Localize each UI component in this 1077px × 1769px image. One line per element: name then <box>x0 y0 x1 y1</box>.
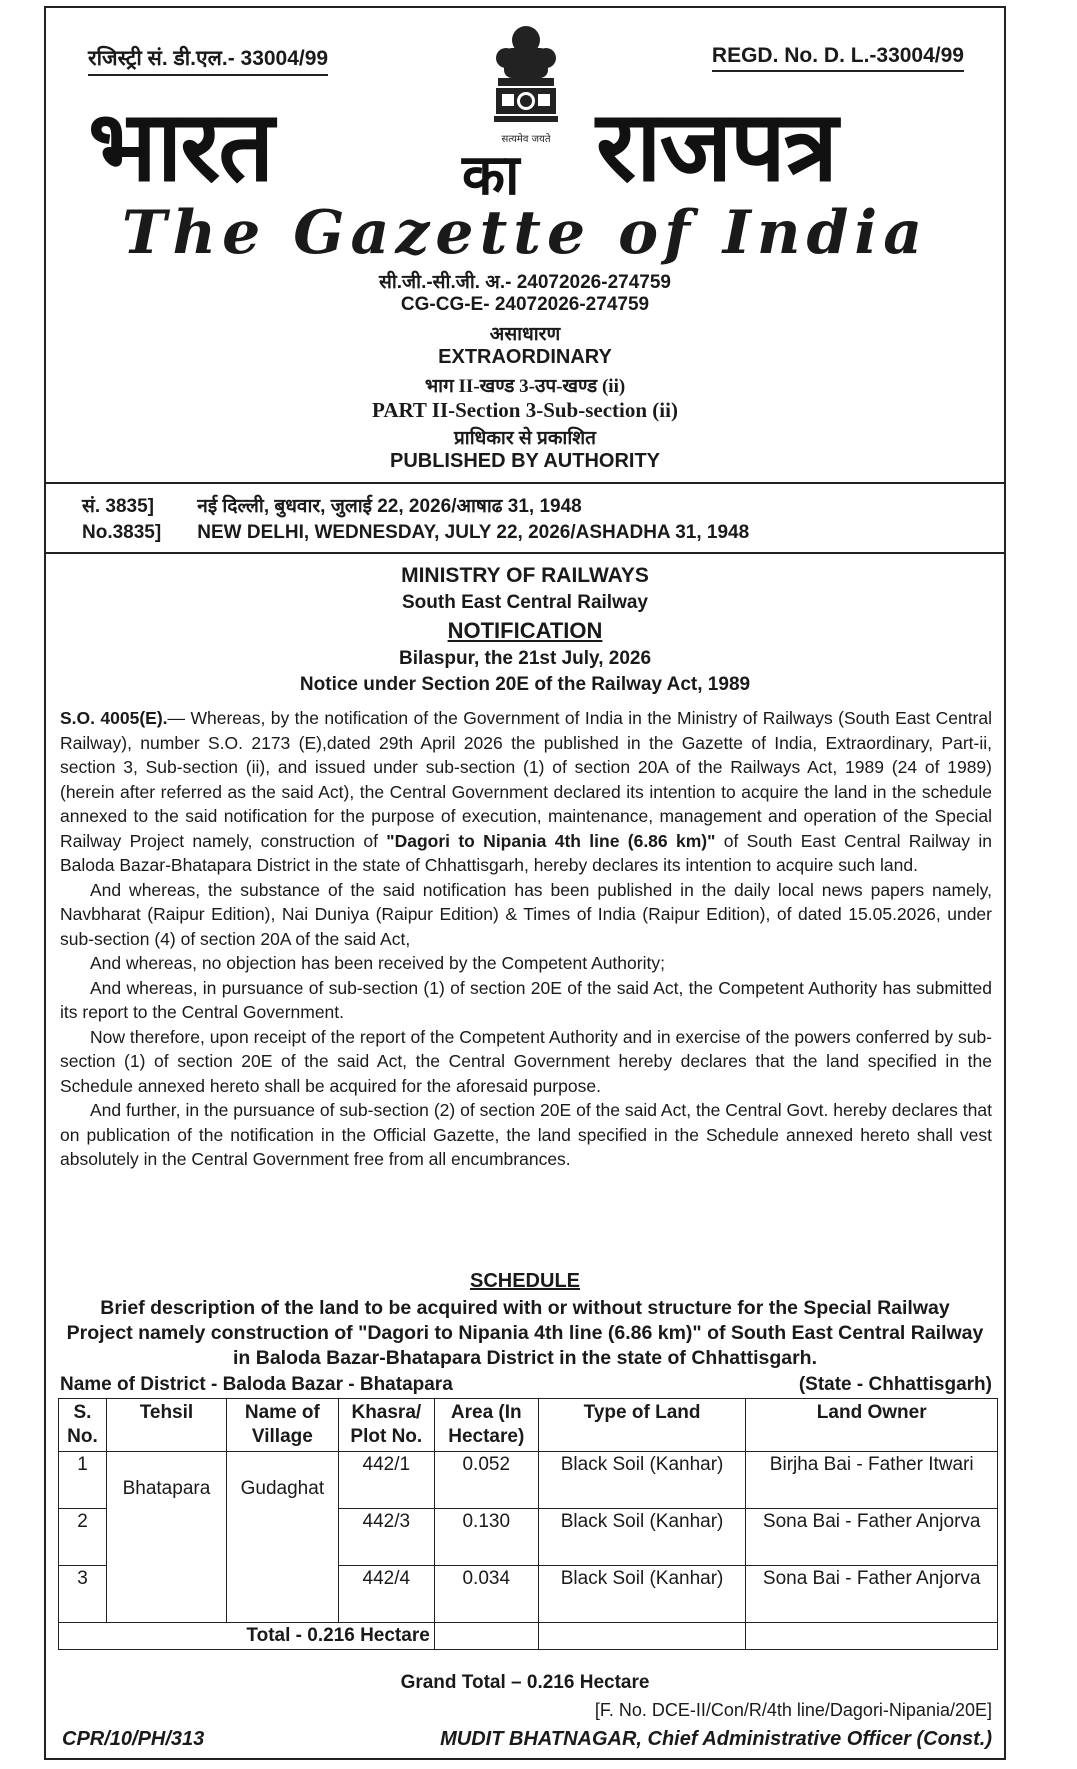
masthead-english: The Gazette of India <box>121 198 929 268</box>
file-number: [F. No. DCE-II/Con/R/4th line/Dagori-Nipania/20E] <box>594 1700 992 1720</box>
table-header-row <box>59 1399 998 1452</box>
tehsil-cell: Bhatapara <box>106 1452 226 1623</box>
total-row <box>59 1623 998 1650</box>
paragraph-2: And whereas, the substance of the said notification has been published in the daily local news papers namely, Navbharat (Raipur Edition), Nai Duniya (Raipur Edition) & Times of India (Raipur Edition), of dated 15.05.2026, under sub-section (4) of section 20A of the said Act, <box>60 879 992 949</box>
district-label: Name of District - Baloda Bazar - Bhatapara <box>60 1374 453 1395</box>
project-name: "Dagori to Nipania 4th line (6.86 km)" <box>386 830 716 851</box>
masthead-hindi-bharat: भारत <box>88 90 273 204</box>
so-number: S.O. 4005(E). <box>60 708 168 728</box>
paragraph-6: And further, in the pursuance of sub-section (2) of section 20E of the said Act, the Central Govt. hereby declares that on publication of the notification in the Official Gazette, the land specified in the Schedule annexed hereto shall vest absolutely in the Central Government free from all encumbrances. <box>60 1100 992 1169</box>
table-row: 3 442/4 0.034 Black Soil (Kanhar) Sona Bai - Father Anjorva <box>59 1566 998 1623</box>
paragraph-3: And whereas, no objection has been received by the Competent Authority; <box>90 953 665 973</box>
paragraph-5: Now therefore, upon receipt of the report of the Competent Authority and in exercise of the powers conferred by sub-section (1) of section 20E of the said Act, the Central Government hereby declares that the land specified in the Schedule annexed hereto shall be acquired for the aforesaid purpose. <box>60 1026 992 1096</box>
svg-text:सत्यमेव जयते: सत्यमेव जयते <box>501 134 551 145</box>
col-village: Name of Village <box>226 1399 338 1452</box>
col-land-type: Type of Land <box>538 1399 746 1452</box>
extraordinary-hindi: असाधारण <box>489 324 561 345</box>
col-khasra: Khasra/ Plot No. <box>338 1399 434 1452</box>
extraordinary-english: EXTRAORDINARY <box>438 346 612 368</box>
part-english: PART II-Section 3-Sub-section (ii) <box>372 398 678 422</box>
notification-body <box>60 706 992 1172</box>
village-cell: Gudaghat <box>226 1452 338 1623</box>
issue-divider <box>46 552 1004 554</box>
paragraph-4: And whereas, in pursuance of sub-section (1) of section 20E of the said Act, the Competent Authority has submitted its report to the Central Government. <box>60 977 992 1022</box>
registration-number-hindi: रजिस्ट्री सं. डी.एल.- 33004/99 <box>88 44 328 76</box>
issue-number-hindi: सं. 3835] <box>82 496 154 517</box>
col-tehsil: Tehsil <box>106 1399 226 1452</box>
part-hindi: भाग II-खण्ड 3-उप-खण्ड (ii) <box>424 376 626 397</box>
masthead-hindi-ka: का <box>462 143 518 208</box>
issue-date-hindi: नई दिल्ली, बुधवार, जुलाई 22, 2026/आषाढ 31, 1948 <box>197 496 582 517</box>
authority-hindi: प्राधिकार से प्रकाशित <box>453 428 597 449</box>
notification-title: NOTIFICATION <box>447 618 603 643</box>
table-row: 1 Bhatapara Gudaghat 442/1 0.052 Black Soil (Kanhar) Birjha Bai - Father Itwari <box>59 1452 998 1509</box>
cpr-code: CPR/10/PH/313 <box>62 1728 205 1750</box>
signatory: MUDIT BHATNAGAR, Chief Administrative Officer (Const.) <box>440 1728 992 1750</box>
authority-english: PUBLISHED BY AUTHORITY <box>389 450 661 472</box>
issue-number-english: No.3835] <box>82 522 162 543</box>
col-sno: S. No. <box>59 1399 107 1452</box>
national-emblem-icon <box>476 18 576 158</box>
header-divider <box>46 482 1004 484</box>
paragraph-1: S.O. 4005(E).— Whereas, by the notification of the Government of India in the Ministry of Railways (South East Central Railway), number S.O. 2173 (E),dated 29th April 2026 the published in the Gazette of India, Extraordinary, Part-ii, section 3, Sub-section (ii), and issued under sub-section (1) of section 20A of the Railways Act, 1989 (24 of 1989) (herein after referred as the said Act), the Central Government declared its intention to acquire the land in the schedule annexed to the said notification for the purpose of execution, maintenance, management and operation of the Special Railway Project namely, construction of "Dagori to Nipania 4th line (6.86 km)" of South East Central Railway in Baloda Bazar-Bhatapara District in the state of Chhattisgarh, hereby declares its intention to acquire such land. <box>60 708 993 875</box>
table-row: 2 442/3 0.130 Black Soil (Kanhar) Sona Bai - Father Anjorva <box>59 1509 998 1566</box>
state-label: (State - Chhattisgarh) <box>798 1374 992 1395</box>
col-area: Area (In Hectare) <box>434 1399 538 1452</box>
ministry-name: MINISTRY OF RAILWAYS <box>401 564 649 587</box>
railway-zone: South East Central Railway <box>401 592 648 613</box>
issue-date-english: NEW DELHI, WEDNESDAY, JULY 22, 2026/ASHADHA 31, 1948 <box>197 522 750 543</box>
masthead-hindi-rajpatra: राजपत्र <box>596 90 836 204</box>
schedule-title: SCHEDULE <box>469 1270 580 1292</box>
col-land-owner: Land Owner <box>746 1399 998 1452</box>
schedule-description: Brief description of the land to be acquired with or without structure for the Special Railway Project namely construction of "Dagori to Nipania 4th line (6.86 km)" of South East Central Railway in Baloda Bazar-Bhatapara District in the state of Chhattisgarh. <box>66 1297 984 1369</box>
place-date: Bilaspur, the 21st July, 2026 <box>398 648 652 669</box>
registration-number-english: REGD. No. D. L.-33004/99 <box>712 44 964 72</box>
grand-total: Grand Total – 0.216 Hectare <box>400 1672 650 1693</box>
issue-line-hindi <box>82 492 582 518</box>
notice-subject: Notice under Section 20E of the Railway Act, 1989 <box>299 674 751 695</box>
cg-number-hindi: सी.जी.-सी.जी. अ.- 24072026-274759 <box>379 272 671 293</box>
gazette-page <box>44 6 1006 1760</box>
issue-line-english <box>82 522 749 544</box>
cg-number-english: CG-CG-E- 24072026-274759 <box>400 294 650 315</box>
schedule-table <box>58 1398 998 1650</box>
total-cell: Total - 0.216 Hectare <box>59 1623 435 1650</box>
